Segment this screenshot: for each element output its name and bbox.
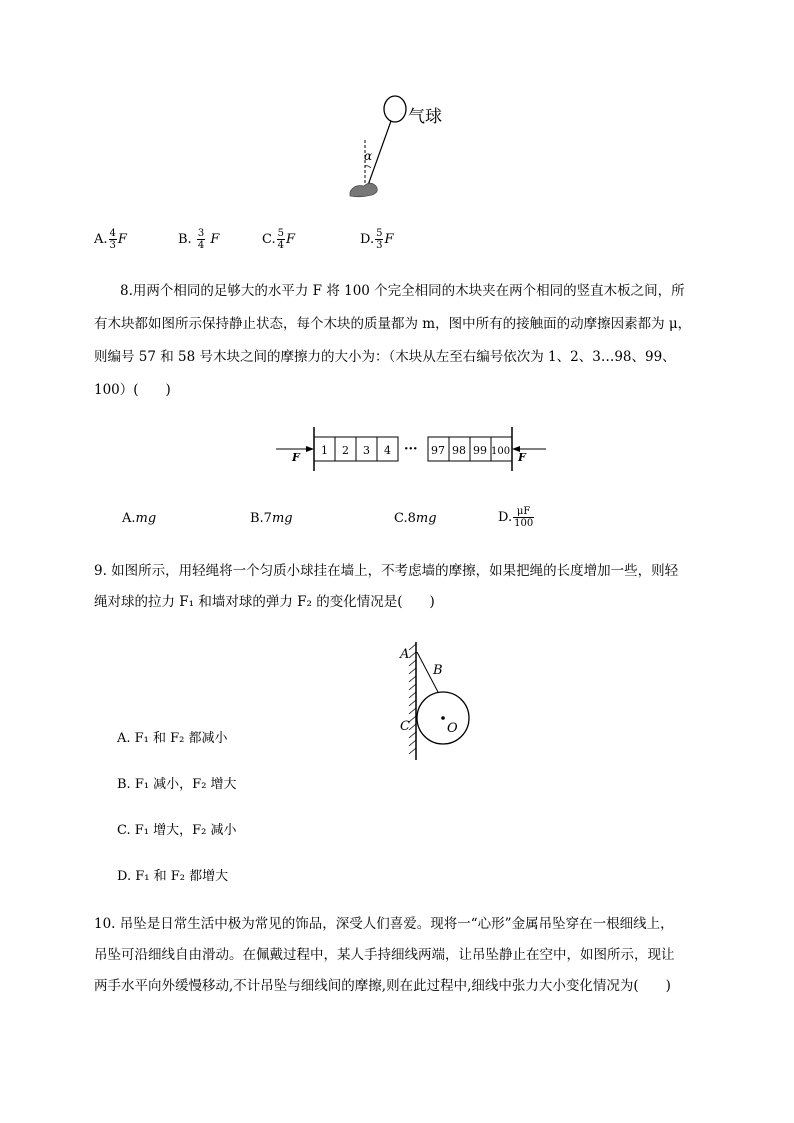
left-block-group: [314, 437, 398, 461]
q8-line-2: 有木块都如图所示保持静止状态，每个木块的质量都为 m，图中所有的接触面的动摩擦因素都为 μ，: [94, 316, 692, 332]
balloon-shape: [384, 96, 406, 122]
q7-option-a[interactable]: A. $\frac{4}{3}$ F: [94, 228, 127, 251]
q9-option-d[interactable]: D. F₁ 和 F₂ 都增大: [117, 869, 229, 884]
q9-option-c[interactable]: C. F₁ 增大，F₂ 减小: [117, 823, 237, 838]
point-b-label: B: [433, 663, 443, 678]
block-label: 3: [363, 444, 370, 457]
point-c-label: C: [400, 719, 410, 734]
q9-option-a[interactable]: A. F₁ 和 F₂ 都减小: [117, 731, 228, 746]
q7-option-c[interactable]: C. $\frac{5}{4}$ F: [262, 228, 296, 251]
q9-line-2: 绳对球的拉力 F₁ 和墙对球的弹力 F₂ 的变化情况是( ): [94, 594, 435, 610]
q8-option-c[interactable]: C.8mg: [394, 511, 437, 526]
angle-arc: [365, 166, 371, 168]
stone-shape: [350, 183, 377, 197]
block-label: 1: [321, 444, 328, 457]
left-force-label: F: [292, 451, 300, 464]
q8-option-d[interactable]: D. $\frac{\mu F}{100}$: [498, 506, 534, 529]
block-label: 97: [431, 444, 445, 457]
ball-center-dot: [441, 716, 445, 720]
block-label: 4: [384, 444, 391, 457]
q8-option-a[interactable]: A.mg: [122, 511, 157, 526]
block-label: 100: [491, 446, 511, 457]
blocks-figure: [270, 425, 550, 475]
q10-line-2: 吊坠可沿细线自由滑动。在佩戴过程中，某人手持细线两端，让吊坠静止在空中，如图所示，现让: [94, 947, 675, 963]
q8-line-1: 8.用两个相同的足够大的水平力 F 将 100 个完全相同的木块夹在两个相同的竖直木板之间，所: [120, 283, 685, 299]
q8-option-b[interactable]: B.7mg: [250, 511, 293, 526]
q8-line-3: 则编号 57 和 58 号木块之间的摩擦力的大小为：（木块从左至右编号依次为 1、2、3…98、99、: [94, 349, 676, 365]
right-block-group: [428, 437, 512, 461]
balloon-figure: [340, 92, 460, 202]
q10-line-1: 10. 吊坠是日常生活中极为常见的饰品，深受人们喜爱。现将一“心形”金属吊坠穿在一根细线上，: [94, 916, 674, 932]
right-force-label: F: [518, 451, 526, 464]
angle-label: α: [364, 149, 373, 163]
wall-hatching: [409, 644, 416, 754]
block-ellipsis: ···: [404, 442, 418, 457]
q8-line-4: 100）( ): [94, 382, 171, 398]
ball-wall-figure: [390, 638, 490, 763]
block-label: 98: [452, 444, 466, 457]
q7-option-b[interactable]: B. $\frac{3}{4}$ F: [178, 228, 220, 251]
point-o-label: O: [447, 721, 458, 736]
balloon-label: 气球: [408, 107, 442, 127]
q7-option-d[interactable]: D. $\frac{5}{3}$ F: [360, 228, 394, 251]
q9-line-1: 9. 如图所示，用轻绳将一个匀质小球挂在墙上，不考虑墙的摩擦，如果把绳的长度增加一些，则轻: [94, 563, 679, 579]
block-label: 2: [342, 444, 349, 457]
block-label: 99: [473, 444, 487, 457]
left-arrow-head: [306, 446, 314, 452]
q10-line-3: 两手水平向外缓慢移动,不计吊坠与细线间的摩擦,则在此过程中,细线中张力大小变化情况为( ): [94, 978, 671, 994]
q9-option-b[interactable]: B. F₁ 减小，F₂ 增大: [117, 777, 237, 792]
point-a-label: A: [400, 647, 410, 662]
